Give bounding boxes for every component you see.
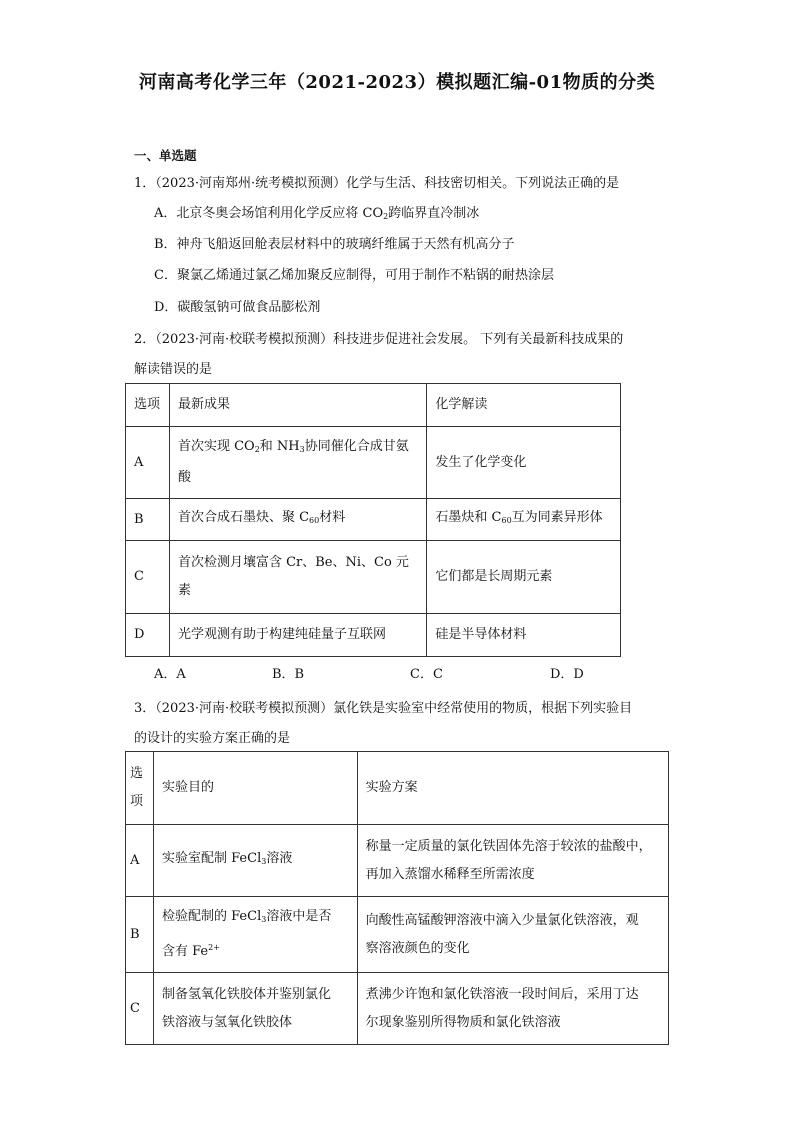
cell-text: 首次实现 CO	[177, 439, 255, 454]
header-option: 选项	[126, 384, 170, 427]
header-purpose: 实验目的	[153, 752, 357, 825]
subscript: 60	[309, 516, 320, 525]
table-row	[126, 897, 669, 973]
row-option: A	[126, 825, 154, 897]
cell-text: 选	[130, 766, 144, 781]
question-2-stem: 2．（2023·河南·校联考模拟预测）科技进步促进社会发展。 下列有关最新科技成果的	[134, 332, 624, 347]
cell-text: 酸	[177, 470, 191, 485]
cell-text: 尔现象鉴别所得物质和氯化铁溶液	[365, 1014, 561, 1030]
cell-text: 察溶液颜色的变化	[365, 940, 470, 956]
cell-text: 煮沸少许饱和氯化铁溶液一段时间后，采用丁达	[365, 986, 639, 1002]
row-purpose	[153, 973, 357, 1045]
choice-b: B．B	[272, 667, 305, 682]
row-result	[169, 499, 426, 541]
subscript: 60	[501, 516, 512, 525]
question-1-option-d: D．碳酸氢钠可做食品膨松剂	[154, 300, 321, 315]
row-interpretation: 硅是半导体材料	[427, 614, 621, 657]
cell-text: 和 NH	[259, 439, 300, 454]
row-result: 光学观测有助于构建纯硅量子互联网	[169, 614, 426, 657]
cell-text: 互为同素异形体	[511, 510, 603, 525]
cell-text: 含有 Fe	[161, 944, 209, 959]
question-2-stem-cont: 解读错误的是	[134, 362, 213, 377]
choice-c: C．C	[410, 667, 443, 682]
table-row	[126, 427, 621, 499]
row-option: A	[126, 427, 170, 499]
question-3-table	[125, 751, 669, 1045]
table-header-row	[126, 384, 621, 427]
table-row	[126, 614, 621, 657]
header-option	[126, 752, 154, 825]
header-plan: 实验方案	[357, 752, 668, 825]
cell-text: 称量一定质量的氯化铁固体先溶于较浓的盐酸中，	[365, 838, 652, 854]
question-1-option-b: B．神舟飞船返回舱表层材料中的玻璃纤维属于天然有机高分子	[154, 237, 515, 252]
subscript: 3	[261, 915, 267, 924]
table-row	[126, 541, 621, 614]
row-option: D	[126, 614, 170, 657]
cell-text: 首次合成石墨炔、聚 C	[177, 510, 310, 525]
table-row	[126, 973, 669, 1045]
cell-text: 铁溶液与氢氧化铁胶体	[161, 1014, 292, 1030]
row-option: B	[126, 897, 154, 973]
cell-text: 检验配制的 FeCl	[161, 909, 262, 924]
table-row	[126, 499, 621, 541]
table-header-row	[126, 752, 669, 825]
table-row	[126, 825, 669, 897]
row-option: C	[126, 541, 170, 614]
cell-text: 材料	[319, 510, 346, 525]
question-3-stem-cont: 的设计的实验方案正确的是	[134, 731, 291, 746]
header-result: 最新成果	[169, 384, 426, 427]
question-3-stem: 3．（2023·河南·校联考模拟预测）氯化铁是实验室中经常使用的物质，根据下列实验目	[134, 701, 633, 716]
document-title: 河南高考化学三年（2021-2023）模拟题汇编-01物质的分类	[138, 72, 656, 93]
question-1-option-c: C．聚氯乙烯通过氯乙烯加聚反应制得，可用于制作不粘锅的耐热涂层	[154, 268, 554, 283]
subscript: 2	[254, 445, 260, 454]
cell-text: 再加入蒸馏水稀释至所需浓度	[365, 866, 535, 882]
cell-text: 素	[177, 583, 191, 598]
choice-a: A．A	[154, 667, 186, 682]
row-purpose	[153, 825, 357, 897]
row-interpretation: 发生了化学变化	[427, 427, 621, 499]
choice-d: D．D	[550, 667, 584, 682]
row-plan	[357, 825, 668, 897]
row-interpretation	[427, 499, 621, 541]
cell-text: 溶液中是否	[266, 909, 332, 924]
cell-text: 实验室配制 FeCl	[161, 851, 262, 866]
cell-text: 项	[130, 794, 144, 809]
cell-text: 制备氢氧化铁胶体并鉴别氯化	[161, 986, 331, 1002]
subscript: 2	[383, 212, 389, 221]
question-1-option-a	[154, 202, 479, 221]
row-result	[169, 541, 426, 614]
cell-text: 协同催化合成甘氨	[304, 439, 409, 454]
cell-text: 首次检测月壤富含 Cr、Be、Ni、Co 元	[177, 555, 409, 570]
cell-text: 向酸性高锰酸钾溶液中滴入少量氯化铁溶液，观	[365, 912, 639, 928]
subscript: 3	[299, 445, 305, 454]
row-purpose	[153, 897, 357, 973]
row-option: B	[126, 499, 170, 541]
cell-text: 石墨炔和 C	[435, 510, 502, 525]
superscript: 2+	[208, 943, 220, 952]
question-2-table	[125, 383, 621, 657]
question-1-stem: 1．（2023·河南郑州·统考模拟预测）化学与生活、科技密切相关。下列说法正确的是	[134, 176, 620, 191]
cell-text: 溶液	[266, 851, 293, 866]
row-result	[169, 427, 426, 499]
subscript: 3	[261, 857, 267, 866]
row-plan	[357, 897, 668, 973]
row-interpretation: 它们都是长周期元素	[427, 541, 621, 614]
option-a-text-end: 跨临界直冷制冰	[388, 206, 480, 221]
row-plan	[357, 973, 668, 1045]
header-interpretation: 化学解读	[427, 384, 621, 427]
option-a-text: A．北京冬奥会场馆利用化学反应将 CO	[154, 206, 384, 221]
section-heading: 一、单选题	[134, 148, 197, 163]
row-option: C	[126, 973, 154, 1045]
